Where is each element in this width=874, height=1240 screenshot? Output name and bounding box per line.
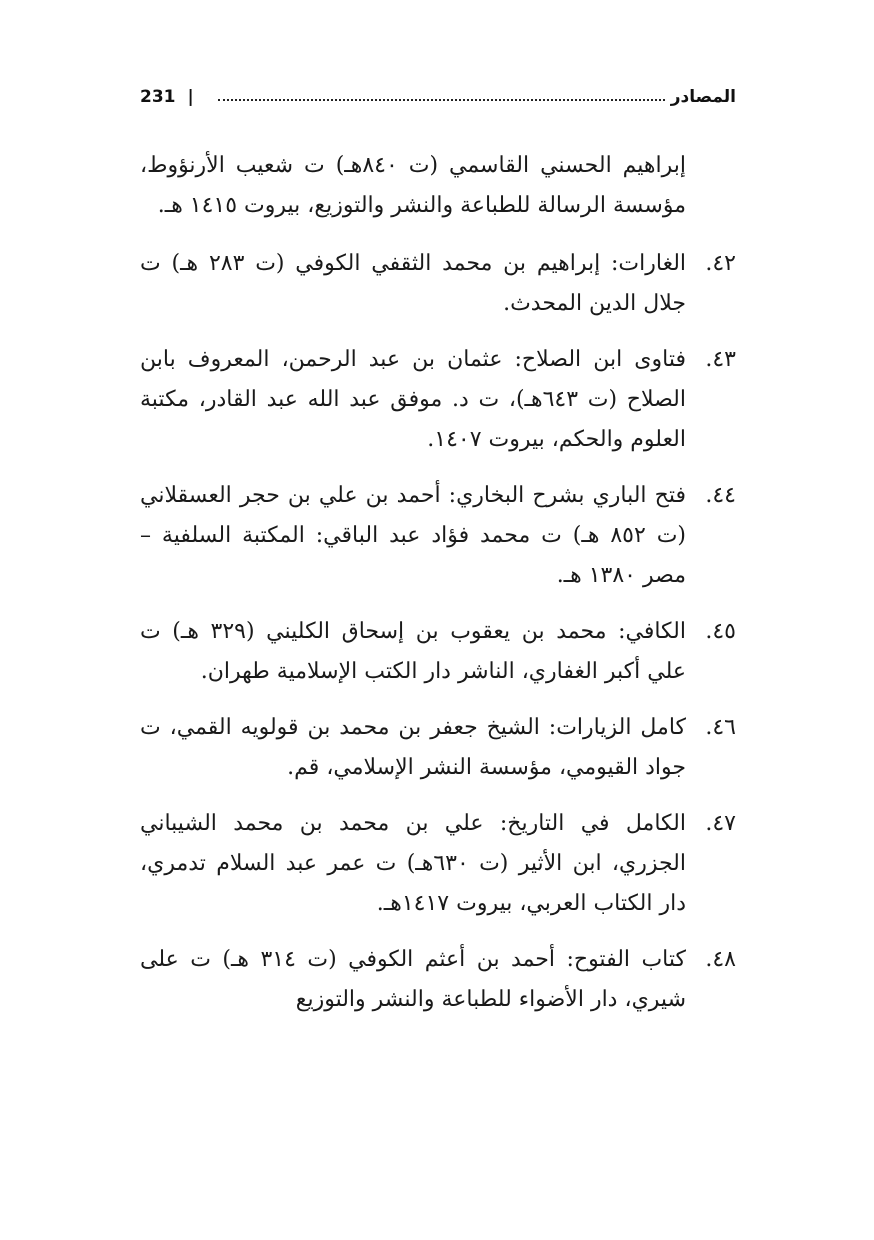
reference-number: ٤٥. <box>705 619 736 644</box>
header-separator: | <box>187 87 194 107</box>
section-title: المصادر <box>670 87 736 107</box>
reference-text: فتاوى ابن الصلاح: عثمان بن عبد الرحمن، المعروف بابن الصلاح (ت ٦٤٣هـ)، ت د. موفق عبد الله عبد القادر، مكتبة العلوم والحكم، بيروت ١٤٠٧. <box>140 347 686 452</box>
reference-entry-44 <box>140 476 736 596</box>
reference-number: ٤٧. <box>705 811 736 836</box>
page-number: 231 <box>140 87 176 107</box>
reference-number: ٤٣. <box>705 347 736 372</box>
reference-text: فتح الباري بشرح البخاري: أحمد بن علي بن حجر العسقلاني (ت ٨٥٢ هـ) ت محمد فؤاد عبد الباقي: المكتبة السلفية – مصر ١٣٨٠ هـ. <box>140 483 686 588</box>
reference-entry-46 <box>140 708 736 788</box>
reference-entry-42 <box>140 244 736 324</box>
reference-text: الكافي: محمد بن يعقوب بن إسحاق الكليني (٣٢٩ هـ) ت علي أكبر الغفاري، الناشر دار الكتب الإسلامية طهران. <box>140 619 687 684</box>
leader-dots <box>218 99 665 101</box>
reference-number: ٤٦. <box>705 715 736 740</box>
running-header <box>140 84 736 110</box>
references-list <box>140 146 736 1036</box>
reference-text: كتاب الفتوح: أحمد بن أعثم الكوفي (ت ٣١٤ هـ) ت على شيري، دار الأضواء للطباعة والنشر والتوزيع <box>140 947 686 1012</box>
reference-entry-48 <box>140 940 736 1020</box>
continued-reference: إبراهيم الحسني القاسمي (ت ٨٤٠هـ) ت شعيب الأرنؤوط، مؤسسة الرسالة للطباعة والنشر والتوزيع، بيروت ١٤١٥ هـ. <box>140 153 687 218</box>
reference-entry-47 <box>140 804 736 924</box>
reference-number: ٤٢. <box>705 251 736 276</box>
reference-entry-43 <box>140 340 736 460</box>
reference-text: الكامل في التاريخ: علي بن محمد بن محمد الشيباني الجزري، ابن الأثير (ت ٦٣٠هـ) ت عمر عبد السلام تدمري، دار الكتاب العربي، بيروت ١٤١٧هـ. <box>140 811 686 916</box>
reference-number: ٤٨. <box>705 947 736 972</box>
reference-text: كامل الزيارات: الشيخ جعفر بن محمد بن قولويه القمي، ت جواد القيومي، مؤسسة النشر الإسلامي، قم. <box>140 715 686 780</box>
reference-entry-45 <box>140 612 736 692</box>
reference-number: ٤٤. <box>705 483 736 508</box>
reference-text: الغارات: إبراهيم بن محمد الثقفي الكوفي (ت ٢٨٣ هـ) ت جلال الدين المحدث. <box>140 251 687 316</box>
